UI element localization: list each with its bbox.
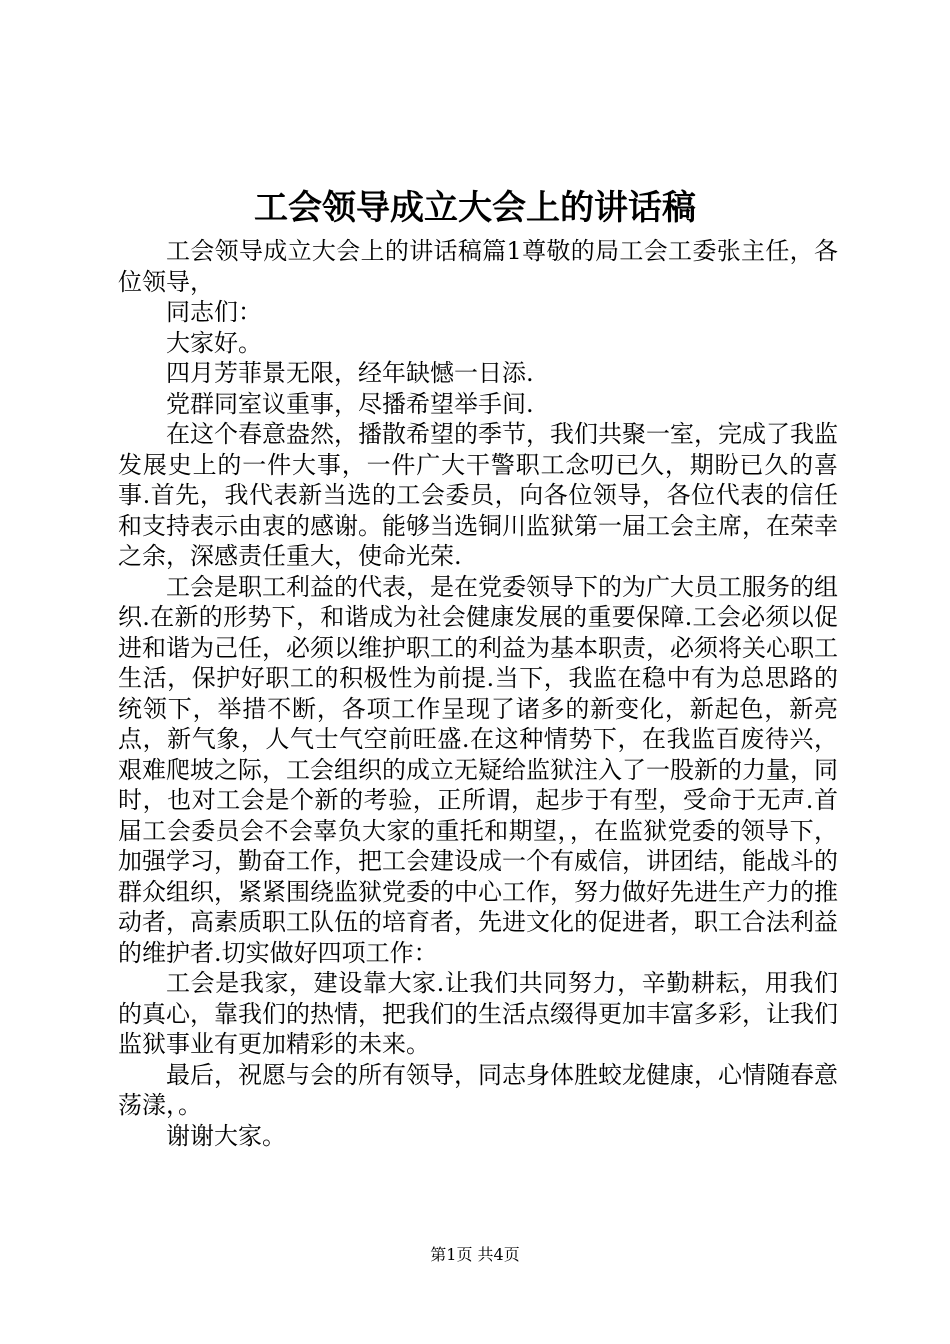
paragraph: 党群同室议重事，尽播希望举手间. bbox=[166, 389, 534, 418]
paragraph: 工会领导成立大会上的讲话稿篇1尊敬的局工会工委张主任，各位领导， bbox=[118, 237, 838, 296]
paragraph: 同志们： bbox=[166, 298, 262, 326]
paragraph: 在这个春意盎然，播散希望的季节，我们共聚一室，完成了我监发展史上的一件大事，一件广大干警职工念叨已久，期盼已久的喜事.首先，我代表新当选的工会委员，向各位领导，各位代表的信任和支持表示由衷的感谢。能够当选铜川监狱第一届工会主席，在荣幸之余，深感责任重大，使命光荣. bbox=[118, 420, 838, 570]
paragraph: 最后，祝愿与会的所有领导，同志身体胜蛟龙健康，心情随春意荡漾，。 bbox=[118, 1060, 838, 1119]
paragraph: 大家好。 bbox=[166, 328, 262, 357]
paragraph: 谢谢大家。 bbox=[166, 1121, 286, 1150]
paragraph: 工会是职工利益的代表，是在党委领导下的为广大员工服务的组织.在新的形势下，和谐成为社会健康发展的重要保障.工会必须以促进和谐为己任，必须以维护职工的利益为基本职责，必须将关心职工生活，保护好职工的积极性为前提.当下，我监在稳中有为总思路的统领下，举措不断，各项工作呈现了诸多的新变化，新起色，新亮点，新气象，人气士气空前旺盛.在这种情势下，在我监百废待兴，艰难爬坡之际，工会组织的成立无疑给监狱注入了一股新的力量，同时，也对工会是个新的考验，正所谓，起步于有型，受命于无声.首届工会委员会不会辜负大家的重托和期望，，在监狱党委的领导下，加强学习，勤奋工作，把工会建设成一个有威信，讲团结，能战斗的群众组织，紧紧围绕监狱党委的中心工作，努力做好先进生产力的推动者，高素质职工队伍的培育者，先进文化的促进者，职工合法利益的维护者.切实做好四项工作： bbox=[118, 572, 838, 967]
document-body bbox=[118, 236, 838, 1151]
paragraph: 四月芳菲景无限，经年缺憾一日添. bbox=[166, 359, 534, 387]
document-title: 工会领导成立大会上的讲话稿 bbox=[254, 188, 696, 228]
paragraph: 工会是我家，建设靠大家.让我们共同努力，辛勤耕耘，用我们的真心，靠我们的热情，把我们的生活点缀得更加丰富多彩，让我们监狱事业有更加精彩的未来。 bbox=[118, 969, 838, 1058]
page-footer: 第1页 共4页 bbox=[430, 1245, 520, 1264]
